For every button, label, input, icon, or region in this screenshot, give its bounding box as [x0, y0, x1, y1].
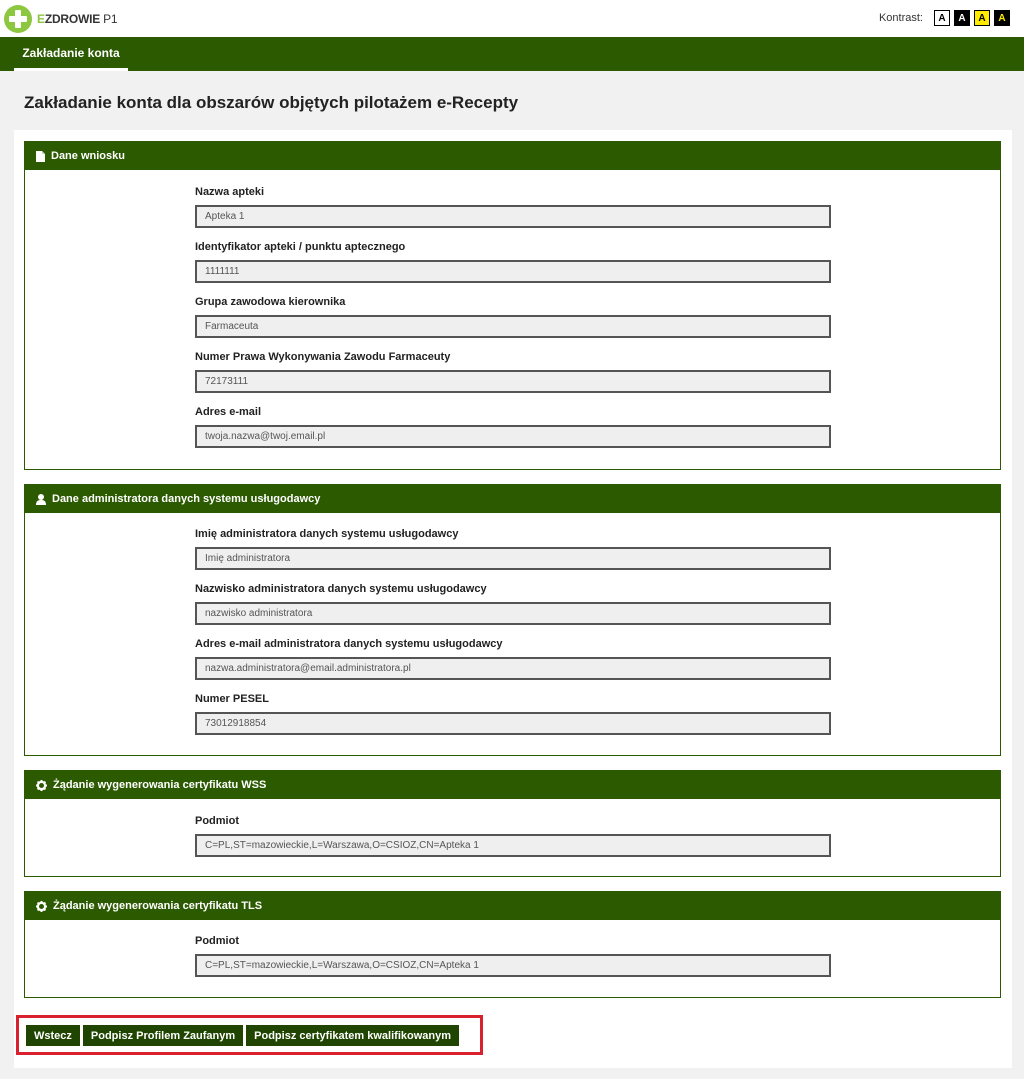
panel-header [25, 771, 1000, 799]
application-data-panel [24, 141, 1001, 470]
logo-text [37, 12, 117, 26]
field-label: Identyfikator apteki / punktu aptecznego [195, 241, 406, 253]
field-professional-group [195, 296, 831, 338]
contrast-default-button[interactable]: A [934, 10, 950, 26]
pesel-input[interactable] [195, 712, 831, 735]
gear-icon [36, 780, 47, 791]
field-pharmacy-id [195, 241, 831, 283]
field-label: Imię administratora danych systemu usługodawcy [195, 528, 459, 540]
field-label: Numer Prawa Wykonywania Zawodu Farmaceuty [195, 351, 451, 363]
panel-title: Dane administratora danych systemu usługodawcy [52, 493, 321, 505]
contrast-black-white-button[interactable]: A [954, 10, 970, 26]
admin-first-name-input[interactable] [195, 547, 831, 570]
tls-certificate-panel [24, 891, 1001, 998]
gear-icon [36, 901, 47, 912]
logo-text-p1: P1 [103, 12, 118, 26]
wss-certificate-panel [24, 770, 1001, 877]
sign-trusted-profile-button[interactable]: Podpisz Profilem Zaufanym [83, 1025, 243, 1046]
field-tls-subject [195, 935, 831, 977]
license-number-input[interactable] [195, 370, 831, 393]
panel-title: Żądanie wygenerowania certyfikatu WSS [53, 779, 267, 791]
contrast-yellow-black-button[interactable]: A [994, 10, 1010, 26]
admin-email-input[interactable] [195, 657, 831, 680]
field-wss-subject [195, 815, 831, 857]
panel-header [25, 892, 1000, 920]
field-label: Podmiot [195, 815, 239, 827]
field-admin-email [195, 638, 831, 680]
cross-logo-icon [4, 5, 32, 33]
panel-title: Dane wniosku [51, 150, 125, 162]
professional-group-input[interactable] [195, 315, 831, 338]
admin-last-name-input[interactable] [195, 602, 831, 625]
field-label: Nazwisko administratora danych systemu usługodawcy [195, 583, 487, 595]
field-label: Numer PESEL [195, 693, 269, 705]
logo-text-e: E [37, 12, 45, 26]
field-pharmacy-name [195, 186, 831, 228]
panel-header [25, 142, 1000, 170]
admin-data-panel [24, 484, 1001, 756]
page-title: Zakładanie konta dla obszarów objętych pilotażem e-Recepty [24, 93, 519, 112]
tab-zakladanie-konta[interactable]: Zakładanie konta [14, 37, 128, 71]
field-license-number [195, 351, 831, 393]
field-label: Grupa zawodowa kierownika [195, 296, 346, 308]
document-icon [36, 151, 45, 162]
logo-text-main: ZDROWIE [44, 12, 101, 26]
field-label: Nazwa apteki [195, 186, 265, 198]
field-email [195, 406, 831, 448]
email-input[interactable] [195, 425, 831, 448]
field-label: Podmiot [195, 935, 239, 947]
field-label: Adres e-mail administratora danych systemu usługodawcy [195, 638, 503, 650]
top-bar [0, 0, 1024, 37]
user-icon [36, 494, 46, 505]
back-button[interactable]: Wstecz [26, 1025, 80, 1046]
contrast-label: Kontrast: [878, 12, 923, 24]
sign-qualified-certificate-button[interactable]: Podpisz certyfikatem kwalifikowanym [246, 1025, 459, 1046]
pharmacy-id-input[interactable] [195, 260, 831, 283]
field-pesel [195, 693, 831, 735]
main-nav [0, 37, 1024, 71]
ezdrowie-logo[interactable] [4, 4, 117, 34]
field-admin-last-name [195, 583, 831, 625]
field-label: Adres e-mail [195, 406, 262, 418]
contrast-switcher [879, 10, 1010, 26]
tls-subject-input[interactable] [195, 954, 831, 977]
panel-title: Żądanie wygenerowania certyfikatu TLS [53, 900, 263, 912]
pharmacy-name-input[interactable] [195, 205, 831, 228]
contrast-black-yellow-button[interactable]: A [974, 10, 990, 26]
wss-subject-input[interactable] [195, 834, 831, 857]
field-admin-first-name [195, 528, 831, 570]
panel-header [25, 485, 1000, 513]
action-buttons-group [16, 1015, 483, 1055]
